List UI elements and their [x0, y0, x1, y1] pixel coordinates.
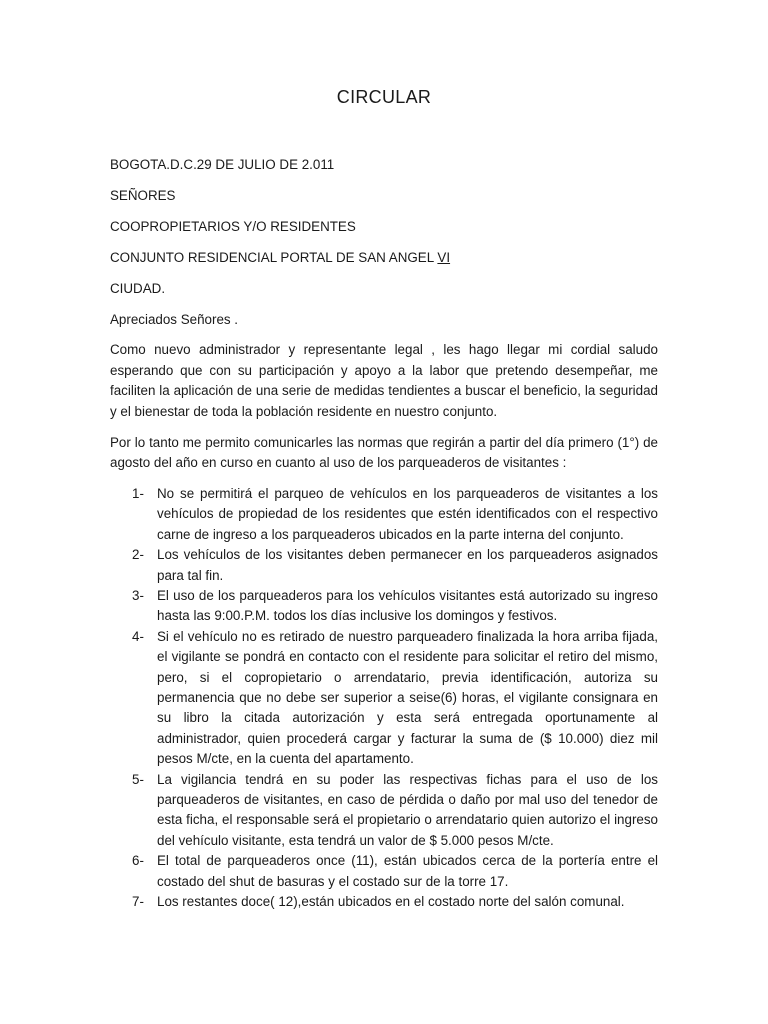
document-body: [110, 155, 658, 912]
rule-number: 2-: [132, 547, 144, 563]
document-title: CIRCULAR: [336, 87, 432, 107]
rule-item: [110, 627, 658, 770]
rule-item: [110, 770, 658, 852]
intro-paragraph: Como nuevo administrador y representante legal , les hago llegar mi cordial saludo esperando que con su participación y apoyo a la labor que pretendo desempeñar, me faciliten la aplicación de una serie de medidas tendientes a buscar el beneficio, la seguridad y el bienestar de toda la población residente en nuestro conjunto.: [110, 342, 658, 419]
rule-number: 3-: [132, 587, 144, 603]
salutation-to: SEÑORES: [110, 187, 176, 203]
rule-item: [110, 484, 658, 545]
rule-number: 5-: [132, 771, 144, 787]
rule-text: El uso de los parqueaderos para los vehículos visitantes está autorizado su ingreso hasta las 9:00.P.M. todos los días inclusive los domingos y festivos.: [157, 587, 658, 624]
rule-text: Los restantes doce( 12),están ubicados en el costado norte del salón comunal.: [157, 894, 625, 909]
greeting-line: Apreciados Señores .: [110, 311, 239, 327]
rule-item: [110, 545, 658, 586]
complex-number: VI: [437, 249, 451, 265]
rule-text: Si el vehículo no es retirado de nuestro parqueadero finalizada la hora arriba fijada, el vigilante se pondrá en contacto con el residente para solicitar el retiro del mismo, pero, si el copropietario o arrendatario, previa identificación, autoriza su permanencia que no debe ser superior a seise(6) horas, el vigilante consignara en su libro la citada autorización y esta será entregada oportunamente al administrador, quien procederá cargar y facturar la suma de ($ 10.000) diez mil pesos M/cte, en la cuenta del apartamento.: [157, 628, 658, 767]
rule-item: [110, 851, 658, 892]
rule-text: El total de parqueaderos once (11), están ubicados cerca de la portería entre el costado del shut de basuras y el costado sur de la torre 17.: [157, 853, 658, 889]
rule-item: [110, 892, 658, 912]
rule-item: [110, 586, 658, 627]
rule-number: 6-: [132, 853, 144, 869]
city-line: CIUDAD.: [110, 280, 166, 296]
date-line: BOGOTA.D.C.29 DE JULIO DE 2.011: [110, 157, 335, 172]
rule-text: No se permitirá el parqueo de vehículos en los parqueaderos de visitantes a los vehículos de propiedad de los residentes que estén identificados con el respectivo carne de ingreso a los parqueaderos ubicados en la parte interna del conjunto.: [157, 485, 658, 542]
complex-line: [110, 248, 658, 268]
rule-number: 4-: [132, 628, 144, 644]
rule-text: Los vehículos de los visitantes deben permanecer en los parqueaderos asignados para tal fin.: [157, 547, 658, 583]
rules-intro-paragraph: Por lo tanto me permito comunicarles las normas que regirán a partir del día primero (1°) de agosto del año en curso en cuanto al uso de los parqueaderos de visitantes :: [110, 434, 658, 470]
rule-number: 7-: [132, 894, 144, 909]
recipients-line: COOPROPIETARIOS Y/O RESIDENTES: [110, 218, 356, 234]
rules-list: [110, 484, 658, 913]
rule-text: La vigilancia tendrá en su poder las respectivas fichas para el uso de los parqueaderos de visitantes, en caso de pérdida o daño por mal uso del tenedor de esta ficha, el responsable será el propietario o arrendatario quien autorizo el ingreso del vehículo visitante, esta tendrá un valor de $ 5.000 pesos M/cte.: [157, 771, 658, 848]
complex-name: CONJUNTO RESIDENCIAL PORTAL DE SAN ANGEL: [110, 249, 438, 265]
rule-number: 1-: [132, 485, 144, 501]
